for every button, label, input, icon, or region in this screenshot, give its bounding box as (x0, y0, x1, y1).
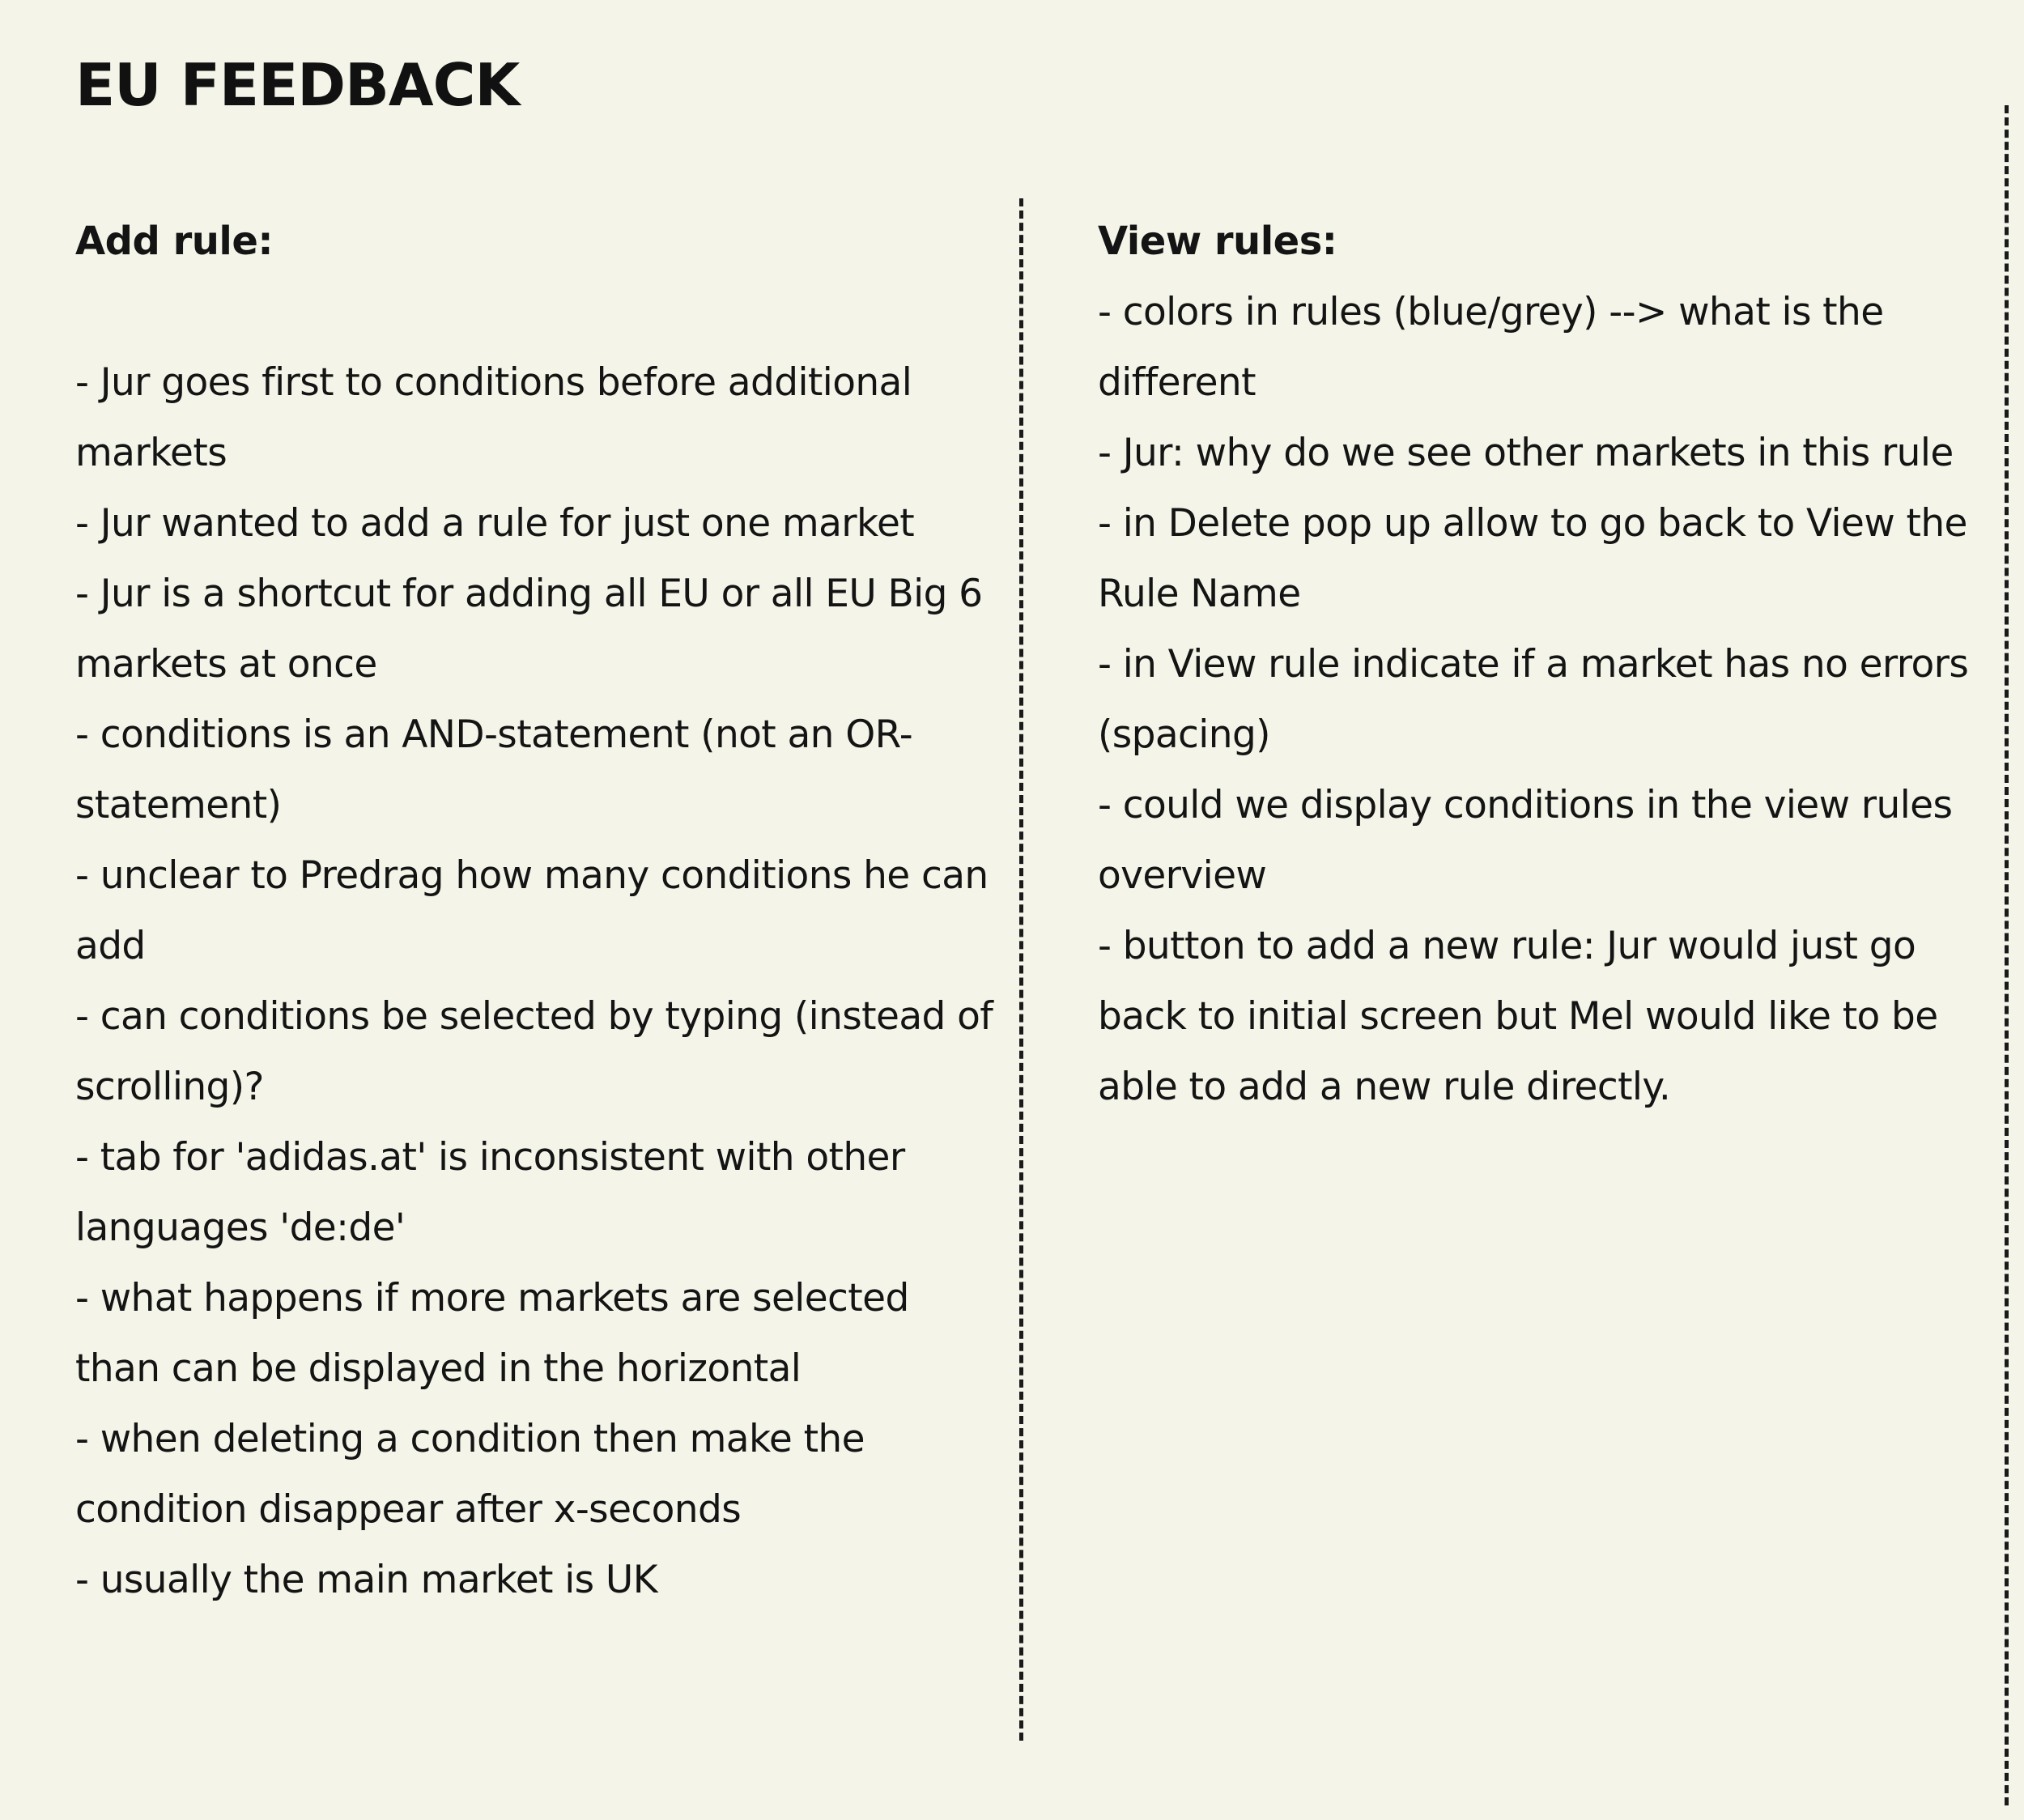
list-item: - Jur wanted to add a rule for just one market (75, 501, 915, 546)
list-item: - in View rule indicate if a market has no errors (spacing) (1098, 642, 1969, 757)
list-item: - usually the main market is UK (75, 1558, 657, 1602)
list-item: - unclear to Predrag how many conditions he can add (75, 853, 989, 968)
list-item: - in Delete pop up allow to go back to View the Rule Name (1098, 501, 1967, 616)
list-item: - can conditions be selected by typing (instead of scrolling)? (75, 994, 993, 1109)
add-rule-section (75, 206, 998, 1615)
list-item: - when deleting a condition then make the condition disappear after x-seconds (75, 1417, 865, 1532)
add-rule-list (75, 347, 998, 1615)
list-item: - what happens if more markets are selected than can be displayed in the horizontal (75, 1276, 909, 1391)
list-item: - Jur is a shortcut for adding all EU or all EU Big 6 markets at once (75, 572, 983, 687)
list-item: - Jur goes first to conditions before additional markets (75, 360, 912, 475)
list-item: - button to add a new rule: Jur would just go back to initial screen but Mel would like to be able to add a new rule directly. (1098, 924, 1938, 1109)
list-item: - tab for 'adidas.at' is inconsistent with other languages 'de:de' (75, 1135, 905, 1250)
add-rule-heading: Add rule: (75, 219, 274, 264)
list-item: - could we display conditions in the view rules overview (1098, 783, 1953, 898)
list-item: - colors in rules (blue/grey) --> what is the different (1098, 290, 1884, 405)
list-item: - Jur: why do we see other markets in this rule (1098, 431, 1954, 475)
list-item: - conditions is an AND-statement (not an OR-statement) (75, 712, 913, 827)
column-divider (1019, 198, 1023, 1741)
right-edge-divider (2005, 105, 2009, 1805)
view-rules-list (1098, 277, 1988, 1122)
page-title: EU FEEDBACK (75, 51, 520, 119)
view-rules-heading: View rules: (1098, 219, 1337, 264)
view-rules-section (1098, 206, 1988, 1122)
